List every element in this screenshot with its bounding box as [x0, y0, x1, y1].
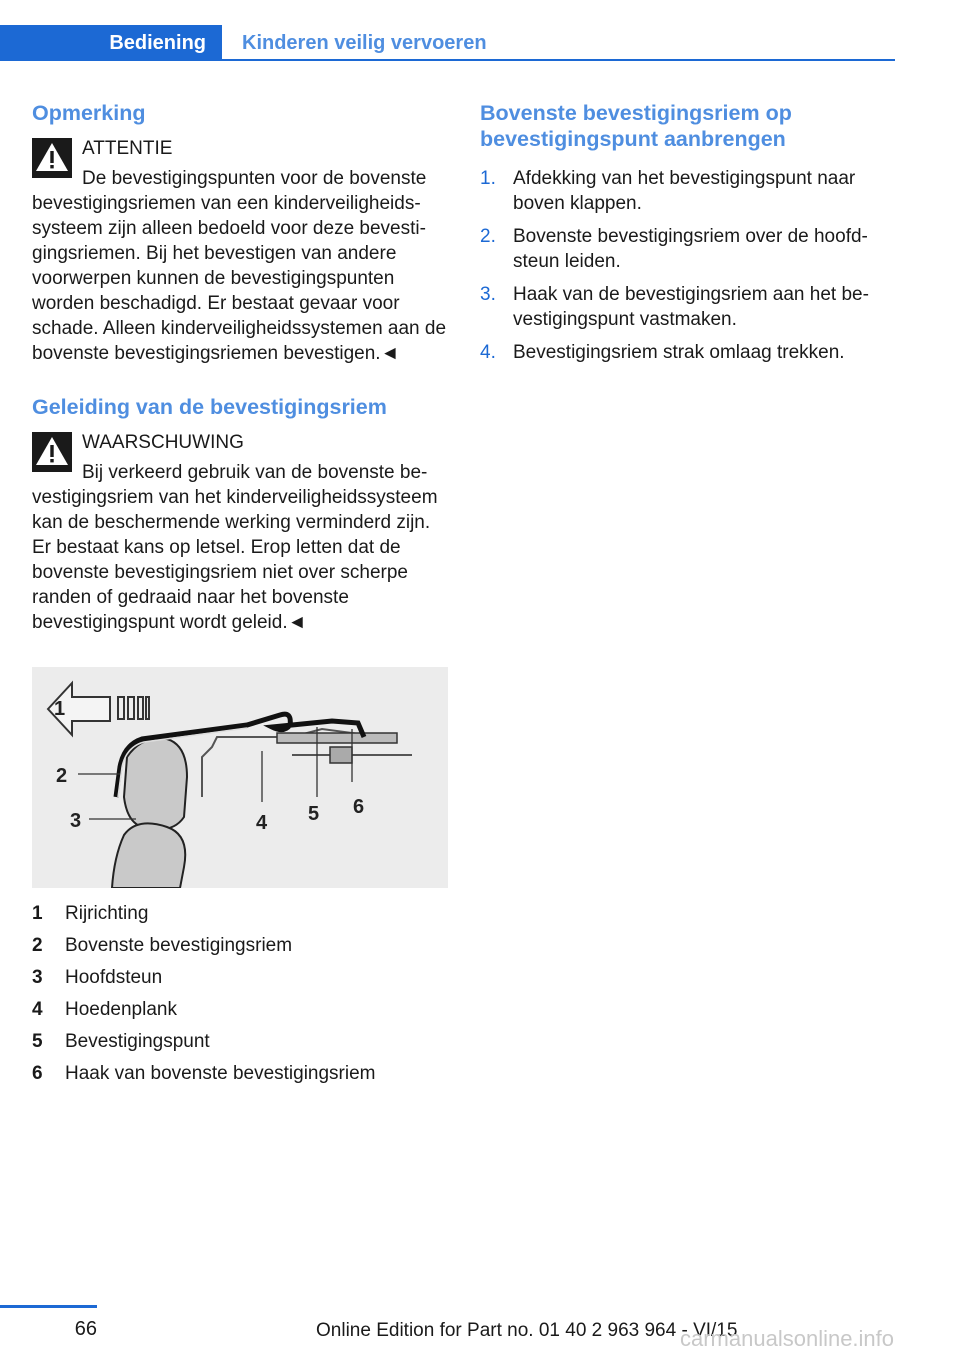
step-item	[480, 340, 900, 365]
legend-number: 4	[32, 999, 43, 1020]
step-text: Bovenste bevestigingsriem over de hoofdsteun leiden.	[513, 226, 868, 272]
site-watermark: carmanualsonline.info	[680, 1326, 895, 1351]
figure-label-5: 5	[308, 803, 320, 825]
legend-item	[32, 1058, 450, 1090]
legend-item	[32, 962, 450, 994]
step-text: Bevestigingsriem strak omlaag trekken.	[513, 342, 845, 363]
legend-number: 3	[32, 967, 43, 988]
figure-label-4: 4	[256, 812, 268, 834]
legend-number: 5	[32, 1031, 43, 1052]
step-number: 4.	[480, 342, 496, 363]
section-heading-aanbrengen: Bovenste bevestigingsriem op bevestigingspunt aanbrengen	[480, 101, 792, 151]
right-column	[480, 100, 900, 373]
step-text: Afdekking van het bevestigingspunt naar boven klappen.	[513, 168, 856, 214]
legend-number: 2	[32, 935, 43, 956]
header-divider	[222, 59, 895, 61]
legend-number: 6	[32, 1063, 43, 1084]
header-bar	[0, 25, 895, 61]
page-number: 66	[74, 1318, 97, 1340]
legend-number: 1	[32, 903, 43, 924]
legend-item	[32, 898, 450, 930]
step-item	[480, 282, 900, 332]
legend-item	[32, 1026, 450, 1058]
legend-text: Rijrichting	[65, 903, 149, 924]
edition-footer: Online Edition for Part no. 01 40 2 963 964 - VI/15	[316, 1320, 738, 1341]
step-item	[480, 224, 900, 274]
warning-block	[32, 430, 450, 635]
legend-text: Haak van bovenste bevestigingsriem	[65, 1063, 376, 1084]
caution-text: De bevestigingspunten voor de bovenste bevestigingsriemen van een kinderveiligheidssysteem zijn alleen bedoeld voor deze bevestigingsriemen. Bij het bevestigen van andere voorwerpen kunnen de bevestigingspunten worden beschadigd. Er bestaat gevaar voor schade. Alleen kinderveiligheidssystemen aan de bovenste bevestigingsriemen bevestigen.◄	[32, 168, 447, 364]
step-number: 2.	[480, 226, 496, 247]
section-heading-geleiding: Geleiding van de bevestigingsriem	[32, 395, 387, 419]
step-text: Haak van de bevestigingsriem aan het bevestigingspunt vastmaken.	[513, 284, 869, 330]
step-item	[480, 166, 900, 216]
page-number-rule	[0, 1305, 97, 1308]
section-tab[interactable]: Bediening	[0, 25, 222, 61]
figure-label-2: 2	[56, 765, 68, 787]
warning-triangle-icon	[32, 138, 72, 178]
legend-text: Bovenste bevestigingsriem	[65, 935, 293, 956]
figure-label-1: 1	[54, 698, 66, 720]
section-heading-opmerking: Opmerking	[32, 101, 146, 125]
legend-item	[32, 930, 450, 962]
caution-block	[32, 136, 450, 366]
instruction-steps	[480, 166, 900, 365]
warning-text: Bij verkeerd gebruik van de bovenste bevestigingsriem van het kinderveiligheidssysteem kan de beschermende werking verminderd zijn. Er bestaat kans op letsel. Erop letten dat de bovenste bevestigingsriem niet over scherpe randen of gedraaid naar het bovenste bevestigingspunt wordt geleid.◄	[32, 462, 438, 633]
left-column	[32, 100, 450, 1090]
legend-text: Hoedenplank	[65, 999, 177, 1020]
step-number: 3.	[480, 284, 496, 305]
illustration-svg	[32, 667, 448, 888]
legend-text: Hoofdsteun	[65, 967, 163, 988]
warning-triangle-icon	[32, 432, 72, 472]
figure-label-6: 6	[353, 796, 365, 818]
legend-text: Bevestigingspunt	[65, 1031, 210, 1052]
legend-item	[32, 994, 450, 1026]
chapter-tab[interactable]: Kinderen veilig vervoeren	[242, 31, 487, 54]
step-number: 1.	[480, 168, 496, 189]
headrest-shape	[124, 738, 187, 829]
tether-routing-illustration	[32, 667, 448, 888]
figure-label-3: 3	[70, 810, 82, 832]
figure-legend	[32, 898, 450, 1090]
warning-title: WAARSCHUWING	[82, 432, 244, 453]
caution-title: ATTENTIE	[82, 138, 173, 159]
